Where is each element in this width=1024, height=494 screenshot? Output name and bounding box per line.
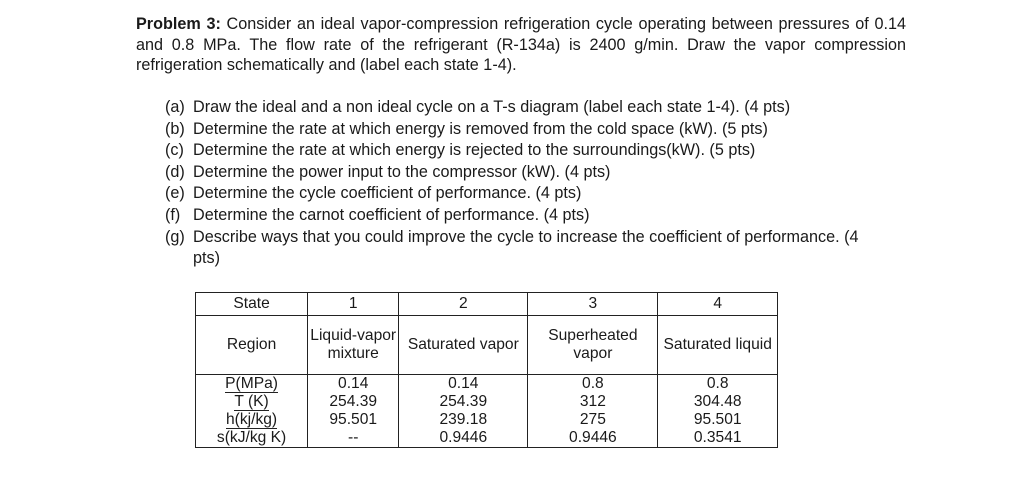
row-label: s(kJ/kg K) <box>216 429 287 446</box>
part-text: Determine the rate at which energy is rejected to the surroundings(kW). (5 pts) <box>193 141 756 160</box>
table-row-entropy <box>196 429 778 448</box>
part-text: Determine the power input to the compressor (kW). (4 pts) <box>193 162 611 181</box>
part-e <box>165 183 865 205</box>
row-label: h(kj/kg) <box>226 411 278 428</box>
table-cell: 0.9446 <box>399 429 528 448</box>
part-f <box>165 205 865 227</box>
part-text: Draw the ideal and a non ideal cycle on a T-s diagram (label each state 1-4). (4 pts) <box>193 98 791 116</box>
table-cell: 0.14 <box>308 375 399 394</box>
part-a <box>165 97 865 119</box>
part-tag: (a) <box>165 98 185 116</box>
part-tag: (d) <box>165 162 185 181</box>
part-tag: (f) <box>165 205 181 224</box>
state-properties-table <box>195 292 778 448</box>
problem-statement <box>136 14 906 76</box>
table-cell: 312 <box>528 393 658 411</box>
table-row-enthalpy <box>196 411 778 429</box>
table-cell: 95.501 <box>308 411 399 429</box>
table-cell: 95.501 <box>658 411 778 429</box>
header-cell: 1 <box>308 293 399 316</box>
table-cell: 254.39 <box>399 393 528 411</box>
table-cell: Saturated vapor <box>399 316 528 375</box>
row-label-cell <box>196 411 308 429</box>
problem-text: Consider an ideal vapor-compression refrigeration cycle operating between pressures of 0.14 and 0.8 MPa. The flow rate of the refrigerant (R-134a) is 2400 g/min. Draw the vapor compression refrigeration schematically and (label each state 1-4). <box>136 15 906 74</box>
table-row-temperature <box>196 393 778 411</box>
part-d <box>165 162 865 184</box>
part-c <box>165 140 865 162</box>
table-cell: 0.14 <box>399 375 528 394</box>
table-row-region <box>196 316 778 375</box>
header-cell: 2 <box>399 293 528 316</box>
table-cell: 275 <box>528 411 658 429</box>
part-tag: (g) <box>165 227 185 246</box>
table-cell: 239.18 <box>399 411 528 429</box>
table-cell: 304.48 <box>658 393 778 411</box>
table-row-pressure <box>196 375 778 394</box>
table-cell: 0.9446 <box>528 429 658 448</box>
part-tag: (e) <box>165 184 185 203</box>
table-header-row <box>196 293 778 316</box>
part-tag: (c) <box>165 141 184 160</box>
table-cell: 0.3541 <box>658 429 778 448</box>
row-label: T (K) <box>234 393 269 410</box>
table-cell: 0.8 <box>658 375 778 394</box>
part-text: Determine the carnot coefficient of performance. (4 pts) <box>193 205 590 224</box>
row-label-cell <box>196 429 308 448</box>
row-label: Region <box>196 316 308 375</box>
row-label: P(MPa) <box>225 375 278 392</box>
row-label-cell <box>196 393 308 411</box>
header-cell: State <box>196 293 308 316</box>
header-cell: 3 <box>528 293 658 316</box>
part-text: Describe ways that you could improve the cycle to increase the coefficient of performance. (4 pts) <box>193 227 859 268</box>
table-cell: -- <box>308 429 399 448</box>
part-tag: (b) <box>165 119 185 138</box>
part-b <box>165 119 865 141</box>
part-text: Determine the cycle coefficient of performance. (4 pts) <box>193 184 582 203</box>
row-label-cell <box>196 375 308 394</box>
table-cell: Saturated liquid <box>658 316 778 375</box>
problem-heading: Problem 3: <box>136 15 221 33</box>
table-cell: 254.39 <box>308 393 399 411</box>
table-cell: Superheated vapor <box>528 316 658 375</box>
part-text: Determine the rate at which energy is removed from the cold space (kW). (5 pts) <box>193 119 768 138</box>
part-g <box>165 227 865 270</box>
question-parts <box>165 97 865 270</box>
table-cell: Liquid-vapor mixture <box>308 316 399 375</box>
table-cell: 0.8 <box>528 375 658 394</box>
header-cell: 4 <box>658 293 778 316</box>
